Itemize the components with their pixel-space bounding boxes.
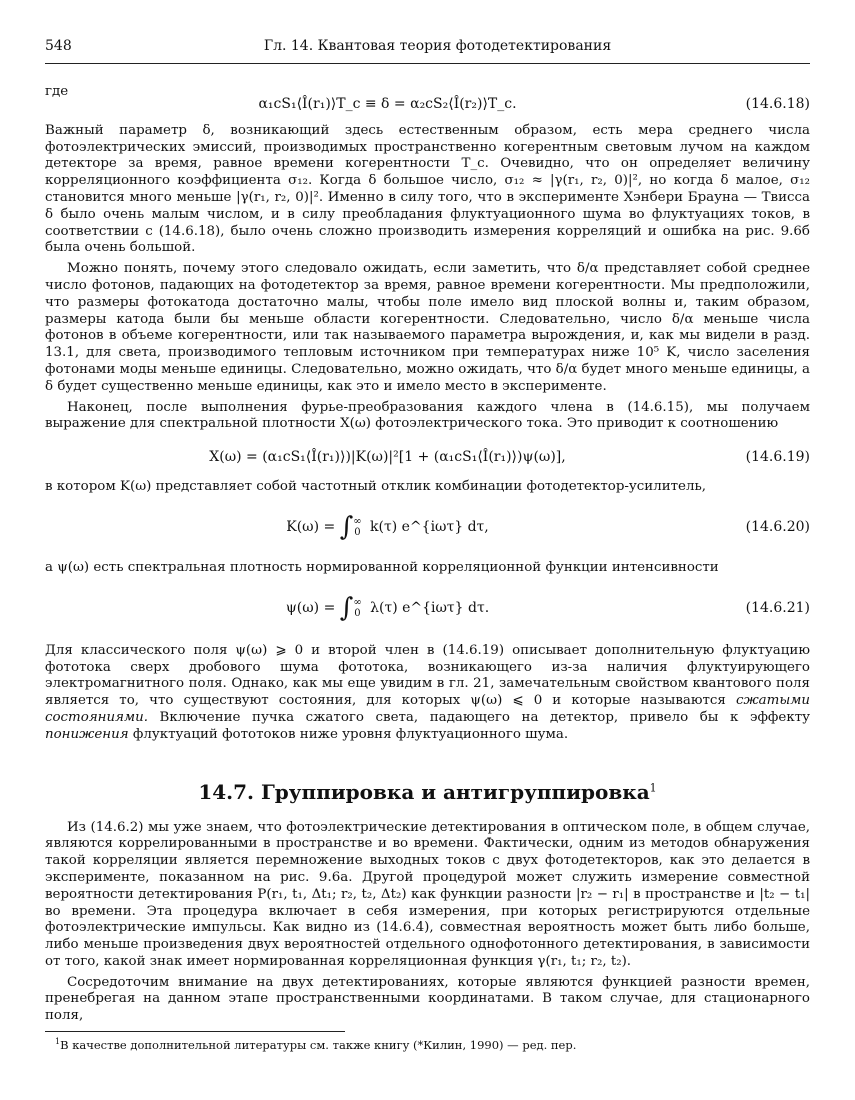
- lower-limit: 0: [354, 607, 361, 619]
- equation-integrand: λ(τ) e^{iωτ} dτ.: [370, 599, 490, 616]
- integral-limits: [353, 597, 361, 619]
- equation-14-6-21: [45, 585, 810, 631]
- section-heading: [45, 780, 810, 804]
- paragraph-frequency-response: в котором K(ω) представляет собой частотный отклик комбинации фотодетектор-усилитель,: [45, 479, 707, 495]
- equation-number: (14.6.19): [745, 449, 810, 466]
- emphasis-squeezed: сжатыми состояниями.: [45, 693, 810, 725]
- footnote-reference: 1: [649, 780, 657, 794]
- paragraph-fourier: Наконец, после выполнения фурье-преобразования каждого члена в (14.6.15), мы получаем выражение для спектральной плотности X(ω) фотоэлектрического тока. Это приводит к соотношению: [45, 399, 810, 432]
- lower-limit: 0: [354, 526, 361, 538]
- equation-14-6-18: [45, 93, 810, 115]
- text-run: флуктуаций фототоков ниже уровня флуктуационного шума.: [128, 726, 569, 742]
- text-run: Для классического поля ψ(ω) ⩾ 0 и второй член в (14.6.19) описывает дополнительную флуктуацию фототока сверх дробового шума фототока, возникающего из-за наличия флуктуирующего электромагнитного поля. Однако, как мы еще увидим в гл. 21, замечательным свойством квантового поля является то, что существуют состояния, для которых ψ(ω) ⩽ 0 и которые называются: [45, 642, 810, 709]
- equation-number: (14.6.18): [745, 95, 810, 112]
- equation-body: [45, 512, 730, 542]
- page: [45, 38, 810, 1052]
- footnote: [45, 1035, 810, 1052]
- gde-word: где: [45, 84, 69, 99]
- integral-sign: ∫: [339, 511, 354, 542]
- equation-14-6-19: [45, 445, 810, 469]
- footnote-text: В качестве дополнительной литературы см. также книгу (*Килин, 1990) — ред. пер.: [60, 1037, 577, 1052]
- upper-limit: ∞: [353, 515, 362, 527]
- equation-14-6-20: [45, 504, 810, 550]
- equation-body: [45, 593, 730, 623]
- equation-body: X(ω) = (α₁cS₁⟨Î(r₁)⟩)|K(ω)|²[1 + (α₁cS₁⟨Î(r₁)⟩)ψ(ω)],: [209, 449, 566, 466]
- integral-limits: [353, 516, 361, 538]
- upper-limit: ∞: [353, 596, 362, 608]
- equation-lhs: ψ(ω) =: [285, 599, 336, 616]
- paragraph-spectral-density: а ψ(ω) есть спектральная плотность нормированной корреляционной функции интенсивности: [45, 559, 719, 575]
- equation-integrand: k(τ) e^{iωτ} dτ,: [370, 518, 489, 535]
- running-header: [45, 38, 810, 60]
- paragraph-two-detections: Сосредоточим внимание на двух детектированиях, которые являются функцией разности времен, пренебрегая на данном этапе пространственными координатами. В таком случае, для стационарного поля,: [45, 974, 810, 1024]
- header-rule: [45, 63, 810, 64]
- paragraph-squeezed-states: [45, 643, 810, 744]
- page-number: 548: [45, 38, 72, 54]
- running-title: Гл. 14. Квантовая теория фотодетектирования: [263, 38, 612, 54]
- equation-body: α₁cS₁⟨Î(r₁)⟩T_c ≡ δ = α₂cS₂⟨Î(r₂)⟩T_c.: [258, 95, 517, 112]
- paragraph-correlation: Из (14.6.2) мы уже знаем, что фотоэлектрические детектирования в оптическом поле, в общем случае, являются коррелированными в пространстве и во времени. Фактически, одним из методов обнаружения такой корреляции является перемножение выходных токов с двух фотодетекторов, как это делается в эксперименте, показанном на рис. 9.6а. Другой процедурой может служить измерение совместной вероятности детектирования P(r₁, t₁, Δt₁; r₂, t₂, Δt₂) как функции разности |r₂ − r₁| в пространстве и |t₂ − t₁| во времени. Эта процедура включает в себя измерения, при которых регистрируются отдельные фотоэлектрические импульсы. Как видно из (14.6.4), совместная вероятность может быть либо больше, либо меньше произведения двух вероятностей отдельного однофотонного детектирования, в зависимости от того, какой знак имеет нормированная корреляционная функция γ(r₁, t₁; r₂, t₂).: [45, 819, 810, 969]
- paragraph-delta: Важный параметр δ, возникающий здесь естественным образом, есть мера среднего числа фотоэлектрических эмиссий, производимых пространственно когерентным световым лучом на каждом детекторе за время, равное времени когерентности T_c. Очевидно, что он определяет величину корреляционного коэффициента σ₁₂. Когда δ большое число, σ₁₂ ≈ |γ(r₁, r₂, 0)|², но когда δ малое, σ₁₂ становится много меньше |γ(r₁, r₂, 0)|². Именно в силу того, что в эксперименте Хэнбери Брауна — Твисса δ было очень малым числом, и в силу преобладания флуктуационного шума во флуктуациях токов, в соответствии с (14.6.18), было очень сложно производить измерения корреляций и ошибка на рис. 9.6б была очень большой.: [45, 122, 810, 256]
- equation-lhs: K(ω) =: [286, 518, 336, 535]
- equation-number: (14.6.20): [745, 518, 810, 535]
- emphasis-lowering: понижения: [45, 726, 129, 742]
- text-run: Включение пучка сжатого света, падающего на детектор, привело бы к эффекту: [147, 709, 810, 725]
- footnote-mark: 1: [55, 1037, 61, 1047]
- section-title: 14.7. Группировка и антигруппировка: [198, 779, 650, 804]
- footnote-rule: [45, 1031, 345, 1032]
- equation-number: (14.6.21): [745, 599, 810, 616]
- paragraph-photon-number: Можно понять, почему этого следовало ожидать, если заметить, что δ/α представляет собой среднее число фотонов, падающих на фотодетектор за время, равное времени когерентности. Мы предположили, что размеры фотокатода достаточно малы, чтобы поле имело вид плоской волны и, таким образом, размеры катода были бы меньше области когерентности. Следовательно, число δ/α меньше числа фотонов в объеме когерентности, или так называемого параметра вырождения, и, как мы видели в разд. 13.1, для света, производимого тепловым источником при температурах ниже 10⁵ K, число заселения фотонами моды меньше единицы. Следовательно, можно ожидать, что δ/α будет много меньше единицы, а δ будет существенно меньше единицы, как это и имело место в эксперименте.: [45, 261, 810, 394]
- integral-sign: ∫: [339, 592, 354, 623]
